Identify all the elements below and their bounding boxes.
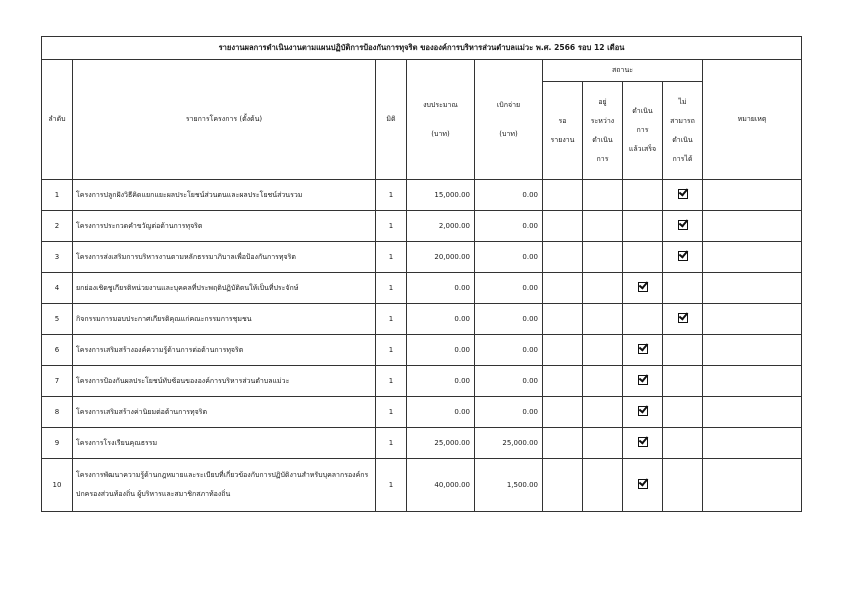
row-project-name: โครงการโรงเรียนคุณธรรม [73,428,376,459]
checkbox-checked-icon [678,189,688,199]
status-in-progress [583,82,623,180]
row-status-cell [623,273,663,304]
header-dimension: มิติ [376,60,407,180]
row-project-name: โครงการพัฒนาความรู้ด้านกฎหมายและระเบียบที่เกี่ยวข้องกับการปฏิบัติงานสำหรับบุคลากรองค์กรปกครองส่วนท้องถิ่น ผู้บริหารและสมาชิกสภาท้องถิ่น [73,459,376,512]
row-status-cell [623,242,663,273]
row-spent: 0.00 [475,304,543,335]
row-project-name: โครงการส่งเสริมการบริหารงานตามหลักธรรมาภิบาลเพื่อป้องกันการทุจริต [73,242,376,273]
table-row [42,397,802,428]
row-status-cell [623,366,663,397]
status-unable-line1: ไม่ [678,97,687,106]
row-status-cell [543,428,583,459]
status-unable-line4: การได้ [672,154,693,163]
row-number: 7 [42,366,73,397]
table-row [42,180,802,211]
status-unable-line2: สามารถ [670,116,695,125]
row-dimension: 1 [376,211,407,242]
row-project-name: โครงการเสริมสร้างค่านิยมต่อต้านการทุจริต [73,397,376,428]
checkbox-checked-icon [638,282,648,292]
row-spent: 1,500.00 [475,459,543,512]
row-dimension: 1 [376,273,407,304]
header-project: รายการโครงการ (ตั้งต้น) [73,60,376,180]
row-status-cell [623,397,663,428]
row-status-cell [543,397,583,428]
row-number: 6 [42,335,73,366]
row-dimension: 1 [376,180,407,211]
row-budget: 15,000.00 [407,180,475,211]
status-completed-line2: การ [636,126,649,134]
status-waiting-line2: รายงาน [550,135,575,144]
checkbox-checked-icon [678,251,688,261]
table-row [42,211,802,242]
checkbox-checked-icon [638,479,648,489]
row-status-cell [583,459,623,512]
row-status-cell [583,428,623,459]
row-status-cell [623,428,663,459]
row-number: 8 [42,397,73,428]
header-status: สถานะ [543,60,703,82]
row-project-name: โครงการประกวดคำขวัญต่อต้านการทุจริต [73,211,376,242]
report-title: รายงานผลการดำเนินงานตามแผนปฏิบัติการป้องกันการทุจริต ขององค์การบริหารส่วนตำบลแม่วะ พ.ศ. 2566 รอบ 12 เดือน [42,37,802,60]
row-status-cell [623,180,663,211]
row-status-cell [583,304,623,335]
row-project-name: โครงการปลูกฝังวิธีคิดแยกแยะผลประโยชน์ส่วนตนและผลประโยชน์ส่วนรวม [73,180,376,211]
row-spent: 0.00 [475,366,543,397]
table-row [42,459,802,512]
row-remarks [703,180,802,211]
row-status-cell [663,335,703,366]
row-spent: 25,000.00 [475,428,543,459]
row-budget: 40,000.00 [407,459,475,512]
row-status-cell [623,304,663,335]
row-budget: 2,000.00 [407,211,475,242]
row-status-cell [583,242,623,273]
row-dimension: 1 [376,459,407,512]
status-progress-line3: ดำเนิน [592,135,613,144]
row-spent: 0.00 [475,397,543,428]
row-spent: 0.00 [475,211,543,242]
header-budget [407,60,475,180]
row-status-cell [663,242,703,273]
status-completed-line1: ดำเนิน [632,107,653,115]
row-number: 5 [42,304,73,335]
row-remarks [703,273,802,304]
table-row [42,428,802,459]
row-status-cell [663,211,703,242]
table-row [42,335,802,366]
row-status-cell [543,335,583,366]
row-project-name: โครงการป้องกันผลประโยชน์ทับซ้อนขององค์การบริหารส่วนตำบลแม่วะ [73,366,376,397]
status-unable-line3: ดำเนิน [672,135,693,144]
header-budget-line2: (บาท) [431,129,450,138]
row-dimension: 1 [376,304,407,335]
row-status-cell [623,459,663,512]
row-budget: 0.00 [407,273,475,304]
row-budget: 20,000.00 [407,242,475,273]
row-status-cell [543,273,583,304]
row-status-cell [663,304,703,335]
row-project-name: โครงการเสริมสร้างองค์ความรู้ด้านการต่อต้านการทุจริต [73,335,376,366]
row-status-cell [583,273,623,304]
row-status-cell [583,366,623,397]
header-remarks: หมายเหตุ [703,60,802,180]
checkbox-checked-icon [678,220,688,230]
row-status-cell [543,180,583,211]
row-remarks [703,304,802,335]
row-status-cell [663,428,703,459]
row-dimension: 1 [376,397,407,428]
row-dimension: 1 [376,335,407,366]
row-number: 2 [42,211,73,242]
status-progress-line1: อยู่ [598,97,607,106]
status-unable [663,82,703,180]
checkbox-checked-icon [638,375,648,385]
row-status-cell [663,180,703,211]
row-spent: 0.00 [475,335,543,366]
checkbox-checked-icon [638,344,648,354]
checkbox-checked-icon [678,313,688,323]
row-status-cell [623,211,663,242]
row-budget: 0.00 [407,397,475,428]
table-row [42,242,802,273]
checkbox-checked-icon [638,406,648,416]
header-spent [475,60,543,180]
row-number: 1 [42,180,73,211]
row-budget: 25,000.00 [407,428,475,459]
row-remarks [703,335,802,366]
status-progress-line2: ระหว่าง [590,116,615,125]
row-spent: 0.00 [475,242,543,273]
row-remarks [703,366,802,397]
row-number: 10 [42,459,73,512]
row-status-cell [583,180,623,211]
header-spent-line1: เบิกจ่าย [496,100,521,109]
row-status-cell [663,366,703,397]
row-remarks [703,459,802,512]
table-row [42,366,802,397]
status-progress-line4: การ [596,154,609,163]
row-number: 9 [42,428,73,459]
row-spent: 0.00 [475,273,543,304]
row-status-cell [583,397,623,428]
status-waiting-report [543,82,583,180]
row-number: 4 [42,273,73,304]
row-remarks [703,428,802,459]
row-spent: 0.00 [475,180,543,211]
header-budget-line1: งบประมาณ [423,100,458,109]
row-remarks [703,397,802,428]
row-status-cell [543,242,583,273]
row-project-name: ยกย่องเชิดชูเกียรติหน่วยงานและบุคคลที่ประพฤติปฏิบัติตนให้เป็นที่ประจักษ์ [73,273,376,304]
row-budget: 0.00 [407,335,475,366]
status-completed [623,82,663,180]
row-project-name: กิจกรรมการมอบประกาศเกียรติคุณแก่คณะกรรมการชุมชน [73,304,376,335]
table-row [42,273,802,304]
row-status-cell [543,304,583,335]
row-remarks [703,242,802,273]
row-status-cell [543,366,583,397]
row-remarks [703,211,802,242]
row-status-cell [543,459,583,512]
table-row [42,304,802,335]
row-dimension: 1 [376,242,407,273]
row-status-cell [583,335,623,366]
report-table [41,36,802,512]
status-waiting-line1: รอ [558,116,567,125]
row-number: 3 [42,242,73,273]
header-spent-line2: (บาท) [499,129,518,138]
status-completed-line3: แล้วเสร็จ [628,145,657,153]
row-status-cell [663,273,703,304]
row-status-cell [583,211,623,242]
row-budget: 0.00 [407,366,475,397]
header-no: ลำดับ [42,60,73,180]
row-status-cell [543,211,583,242]
table-body [42,180,802,512]
row-status-cell [663,459,703,512]
row-dimension: 1 [376,366,407,397]
row-budget: 0.00 [407,304,475,335]
row-status-cell [663,397,703,428]
row-status-cell [623,335,663,366]
checkbox-checked-icon [638,437,648,447]
row-dimension: 1 [376,428,407,459]
